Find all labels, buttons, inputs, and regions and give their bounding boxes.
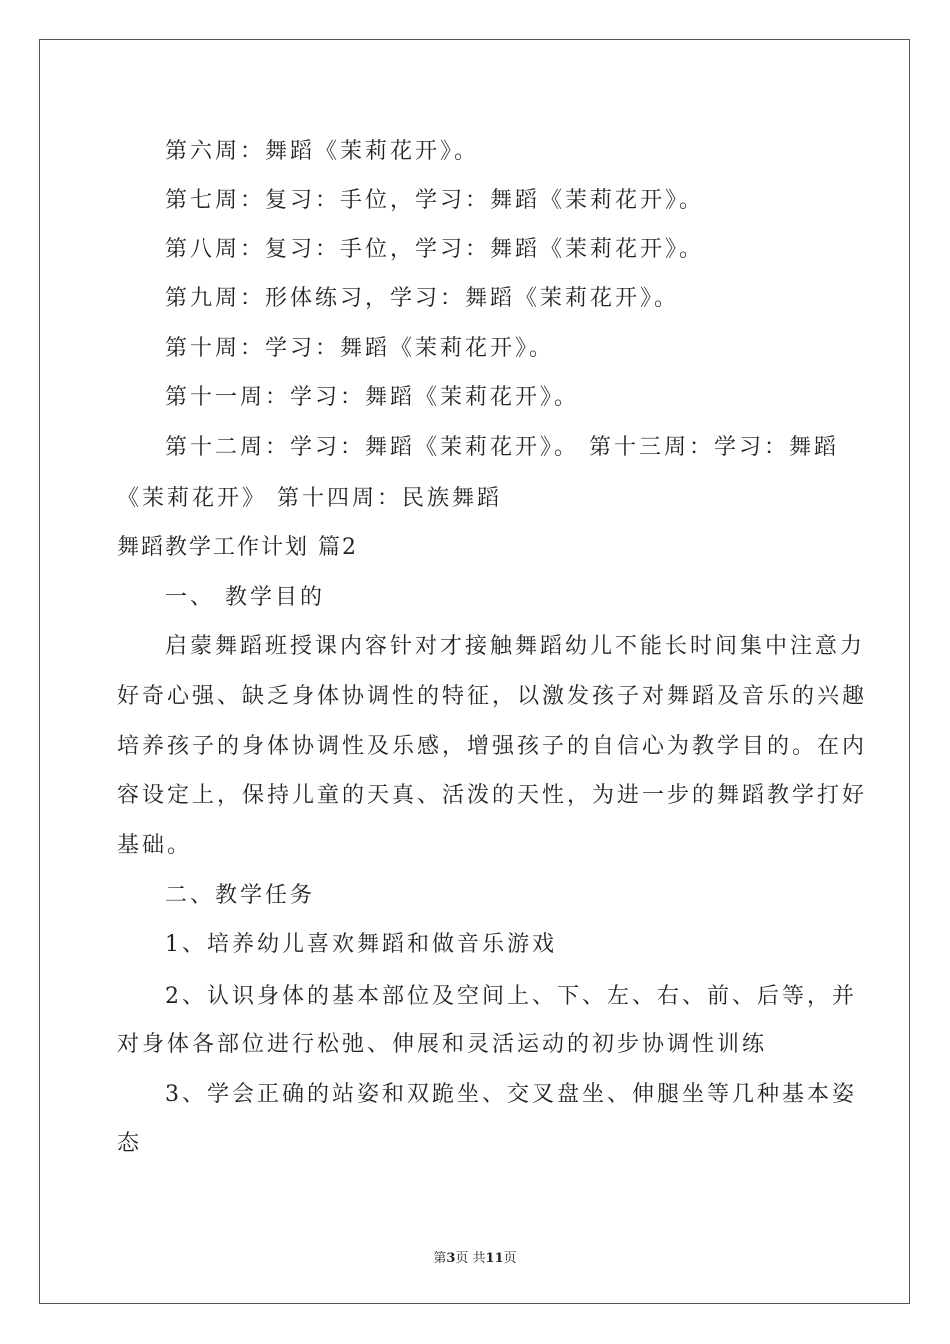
week-14-line: 《茉莉花开》 第十四周：民族舞蹈 [117,486,502,511]
week-6-line: 第六周：舞蹈《茉莉花开》。 [165,139,480,164]
paragraph-line: 基础。 [117,833,193,858]
task-2-line: 2、认识身体的基本部位及空间上、下、左、右、前、后等，并 [165,984,857,1009]
page-number-footer [0,1247,950,1266]
week-7-line: 第七周：复习：手位，学习：舞蹈《茉莉花开》。 [165,188,705,213]
current-page-number: 3 [446,1251,456,1266]
total-page-number: 11 [485,1251,504,1266]
page-prefix: 第 [433,1251,447,1266]
page-border [39,39,910,1304]
section-title: 舞蹈教学工作计划 篇2 [117,535,358,560]
week-9-line: 第九周：形体练习，学习：舞蹈《茉莉花开》。 [165,286,680,311]
paragraph-line: 好奇心强、缺乏身体协调性的特征，以激发孩子对舞蹈及音乐的兴趣 [117,684,868,709]
task-1-line: 1、培养幼儿喜欢舞蹈和做音乐游戏 [165,932,557,957]
heading-teaching-purpose: 一、 教学目的 [165,585,325,610]
task-3-line: 3、学会正确的站姿和双跪坐、交叉盘坐、伸腿坐等几种基本姿 [165,1082,857,1107]
week-11-line: 第十一周：学习：舞蹈《茉莉花开》。 [165,385,580,410]
paragraph-line: 容设定上，保持儿童的天真、活泼的天性，为进一步的舞蹈教学打好 [117,783,868,808]
heading-teaching-tasks: 二、教学任务 [165,883,316,908]
paragraph-line: 培养孩子的身体协调性及乐感，增强孩子的自信心为教学目的。在内 [117,734,868,759]
week-12-13-line: 第十二周：学习：舞蹈《茉莉花开》。 第十三周：学习：舞蹈 [165,435,839,460]
paragraph-line: 启蒙舞蹈班授课内容针对才接触舞蹈幼儿不能长时间集中注意力 [165,634,866,659]
week-8-line: 第八周：复习：手位，学习：舞蹈《茉莉花开》。 [165,237,705,262]
page-mid: 页 共 [455,1251,486,1266]
task-2-continuation: 对身体各部位进行松弛、伸展和灵活运动的初步协调性训练 [117,1032,768,1057]
page-suffix: 页 [503,1251,517,1266]
task-3-continuation: 态 [117,1131,143,1156]
week-10-line: 第十周：学习：舞蹈《茉莉花开》。 [165,336,555,361]
